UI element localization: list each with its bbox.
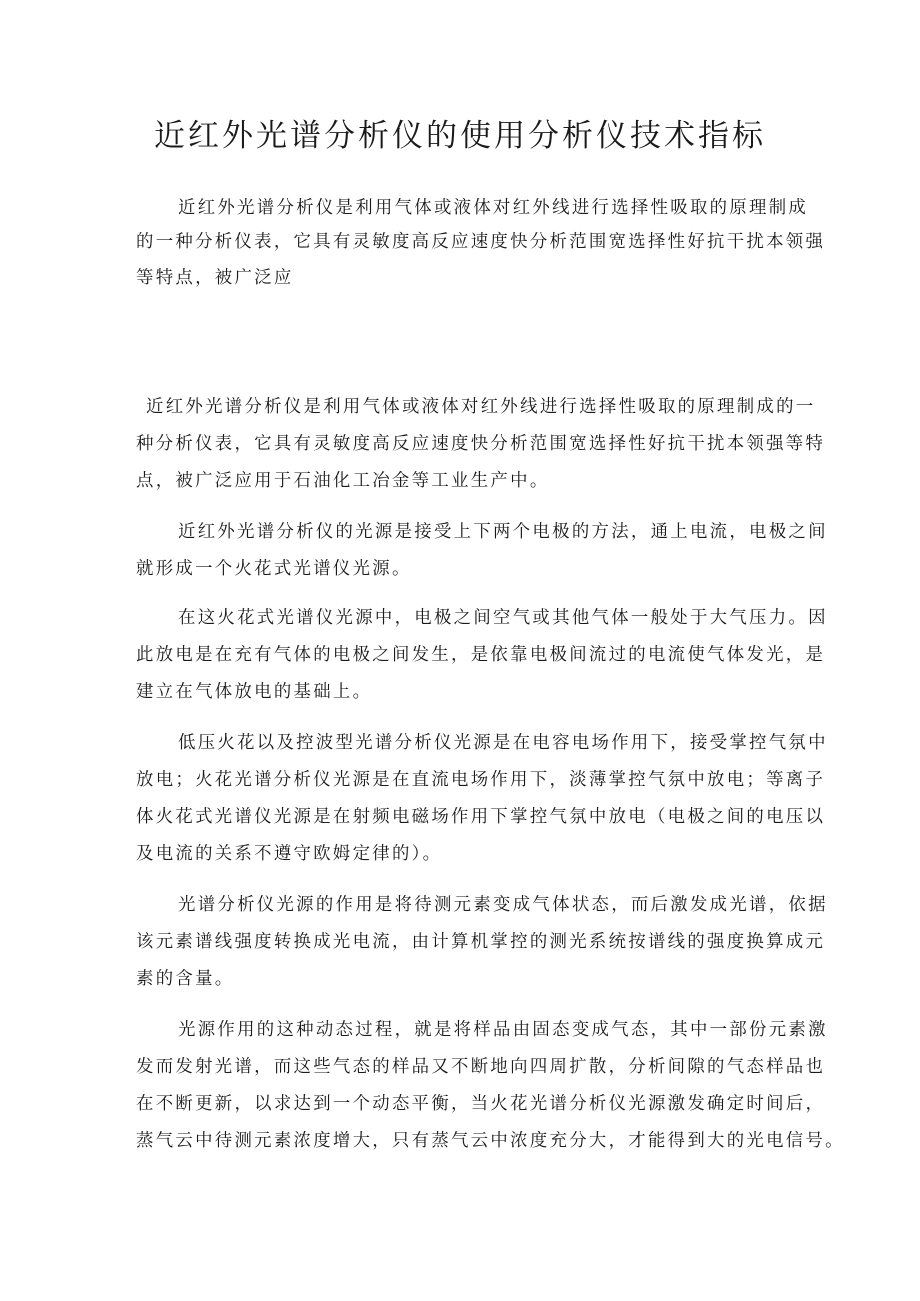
paragraph-line: 点，被广泛应用于石油化工冶金等工业生产中。 [136,471,550,491]
document-title: 近红外光谱分析仪的使用分析仪技术指标 [154,118,766,154]
paragraph-line: 放电；火花光谱分析仪光源是在直流电场作用下，淡薄掌控气氛中放电；等离子 [136,770,826,790]
paragraph-line: 在不断更新，以求达到一个动态平衡，当火花光谱分析仪光源激发确定时间后， [136,1094,826,1114]
intro-line: 近红外光谱分析仪是利用气体或液体对红外线进行选择性吸取的原理制成 [178,198,809,218]
paragraph-line: 种分析仪表，它具有灵敏度高反应速度快分析范围宽选择性好抗干扰本领强等特 [136,434,826,454]
paragraph-line: 近红外光谱分析仪的光源是接受上下两个电极的方法，通上电流，电极之间 [178,522,828,542]
paragraph-line: 就形成一个火花式光谱仪光源。 [136,559,412,579]
intro-line: 的一种分析仪表，它具有灵敏度高反应速度快分析范围宽选择性好抗干扰本领强 [136,232,826,252]
paragraph-line: 在这火花式光谱仪光源中，电极之间空气或其他气体一般处于大气压力。因 [178,608,828,628]
paragraph-line: 素的含量。 [136,969,235,989]
paragraph-line: 发而发射光谱，而这些气态的样品又不断地向四周扩散，分析间隙的气态样品也 [136,1057,826,1077]
paragraph-line: 光谱分析仪光源的作用是将待测元素变成气体状态，而后激发成光谱，依据 [178,895,828,915]
paragraph-line: 低压火花以及控波型光谱分析仪光源是在电容电场作用下，接受掌控气氛中 [178,733,828,753]
paragraph-line: 该元素谱线强度转换成光电流，由计算机掌控的测光系统按谱线的强度换算成元 [136,932,826,952]
paragraph-line: 光源作用的这种动态过程，就是将样品由固态变成气态，其中一部份元素激 [178,1020,828,1040]
paragraph-line: 蒸气云中待测元素浓度增大，只有蒸气云中浓度充分大，才能得到大的光电信号。 [136,1131,845,1151]
paragraph-line: 体火花式光谱仪光源是在射频电磁场作用下掌控气氛中放电（电极之间的电压以 [136,807,826,827]
paragraph-line: 建立在气体放电的基础上。 [136,682,373,702]
intro-line: 等特点，被广泛应 [136,268,294,288]
paragraph-line: 此放电是在充有气体的电极之间发生，是依靠电极间流过的电流使气体发光，是 [136,645,826,665]
paragraph-line: 近红外光谱分析仪是利用气体或液体对红外线进行选择性吸取的原理制成的一 [146,397,816,417]
paragraph-line: 及电流的关系不遵守欧姆定律的）。 [136,844,443,864]
